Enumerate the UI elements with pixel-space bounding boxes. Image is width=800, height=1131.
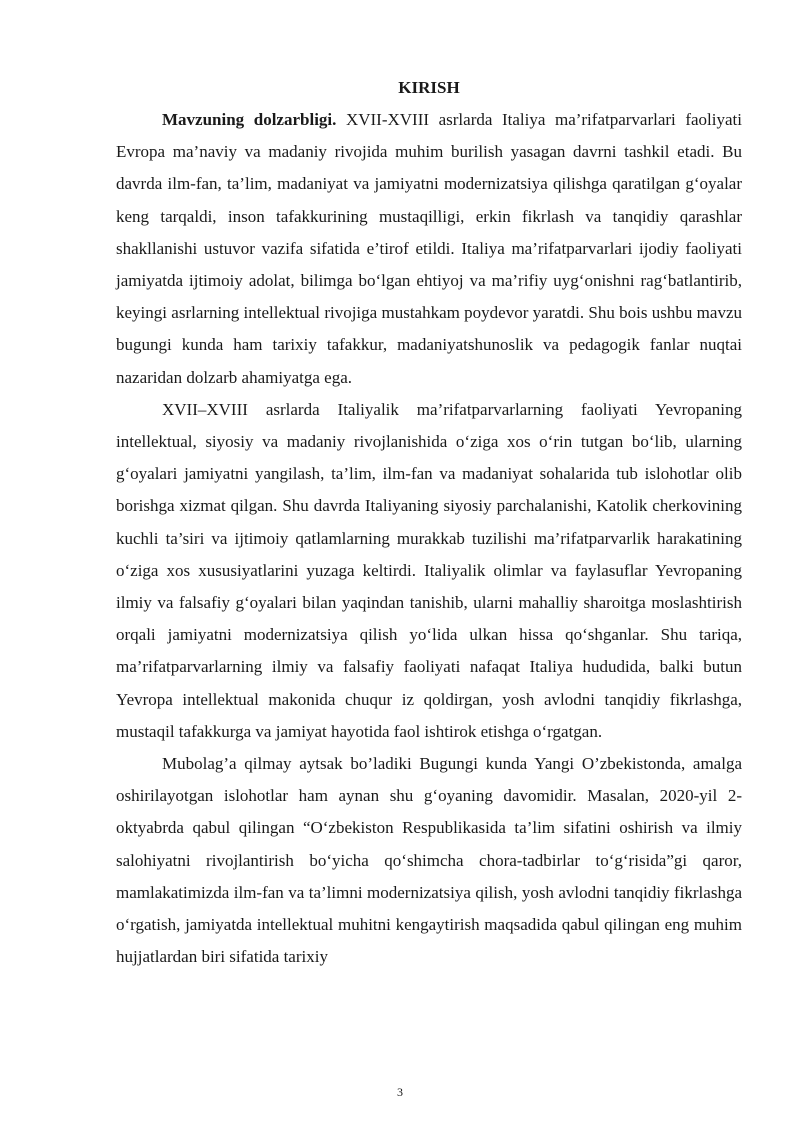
paragraph-text: Mubolag’a qilmay aytsak bo’ladiki Bugungi kunda Yangi O’zbekistonda, amalga oshirilayotgan islohotlar ham aynan shu g‘oyaning davomidir. Masalan, 2020-yil 2-oktyabrda qabul qilingan “O‘zbekiston Respublikasida ta’lim sifatini oshirish va ilmiy salohiyatni rivojlantirish bo‘yicha qo‘shimcha chora-tadbirlar to‘g‘risida”gi qaror, mamlakatimizda ilm-fan va ta’limni modernizatsiya qilish, yosh avlodni tanqidiy fikrlashga o‘rgatish, jamiyatda intellektual muhitni kengaytirish maqsadida qabul qilingan eng muhim hujjatlardan biri sifatida tarixiy	[116, 754, 742, 967]
paragraph-lead: Mavzuning dolzarbligi.	[162, 110, 337, 129]
page-number: 3	[397, 1085, 403, 1099]
paragraph-text: XVII-XVIII asrlarda Italiya ma’rifatparvarlari faoliyati Evropa ma’naviy va madaniy rivojida muhim burilish yasagan davrni tashkil etadi. Bu davrda ilm-fan, ta’lim, madaniyat va jamiyatni modernizatsiya qilishga qaratilgan g‘oyalar keng tarqaldi, inson tafakkurining mustaqilligi, erkin fikrlash va tanqidiy qarashlar shakllanishi ustuvor vazifa sifatida e’tirof etildi. Italiya ma’rifatparvarlari ijodiy faoliyati jamiyatda ijtimoiy adolat, bilimga bo‘lgan ehtiyoj va ma’rifiy uyg‘onishni rag‘batlantirib, keyingi asrlarning intellektual rivojiga mustahkam poydevor yaratdi. Shu bois ushbu mavzu bugungi kunda ham tarixiy tafakkur, madaniyatshunoslik va pedagogik fanlar nuqtai nazaridan dolzarb ahamiyatga ega.	[116, 110, 742, 387]
paragraph-reforms	[116, 748, 742, 973]
document-page	[116, 60, 742, 973]
section-heading: KIRISH	[398, 78, 460, 97]
paragraph-enlightenment	[116, 394, 742, 748]
paragraph-text: XVII–XVIII asrlarda Italiyalik ma’rifatparvarlarning faoliyati Yevropaning intellektual, siyosiy va madaniy rivojlanishida o‘ziga xos o‘rin tutgan bo‘lib, ularning g‘oyalari jamiyatni yangilash, ta’lim, ilm-fan va madaniyat sohalarida tub islohotlar olib borishga xizmat qilgan. Shu davrda Italiyaning siyosiy parchalanishi, Katolik cherkovining kuchli ta’siri va ijtimoiy qatlamlarning murakkab tuzilishi ma’rifatparvarlik harakatining o‘ziga xos xususiyatlarini yuzaga keltirdi. Italiyalik olimlar va faylasuflar Yevropaning ilmiy va falsafiy g‘oyalari bilan yaqindan tanishib, ularni mahalliy sharoitga moslashtirish orqali jamiyatni modernizatsiya qilish yo‘lida ulkan hissa qo‘shganlar. Shu tariqa, ma’rifatparvarlarning ilmiy va falsafiy faoliyati nafaqat Italiya hududida, balki butun Yevropa intellektual makonida chuqur iz qoldirgan, yosh avlodni tanqidiy fikrlashga, mustaqil tafakkurga va jamiyat hayotida faol ishtirok etishga o‘rgatgan.	[116, 399, 742, 741]
paragraph-relevance	[116, 104, 742, 394]
